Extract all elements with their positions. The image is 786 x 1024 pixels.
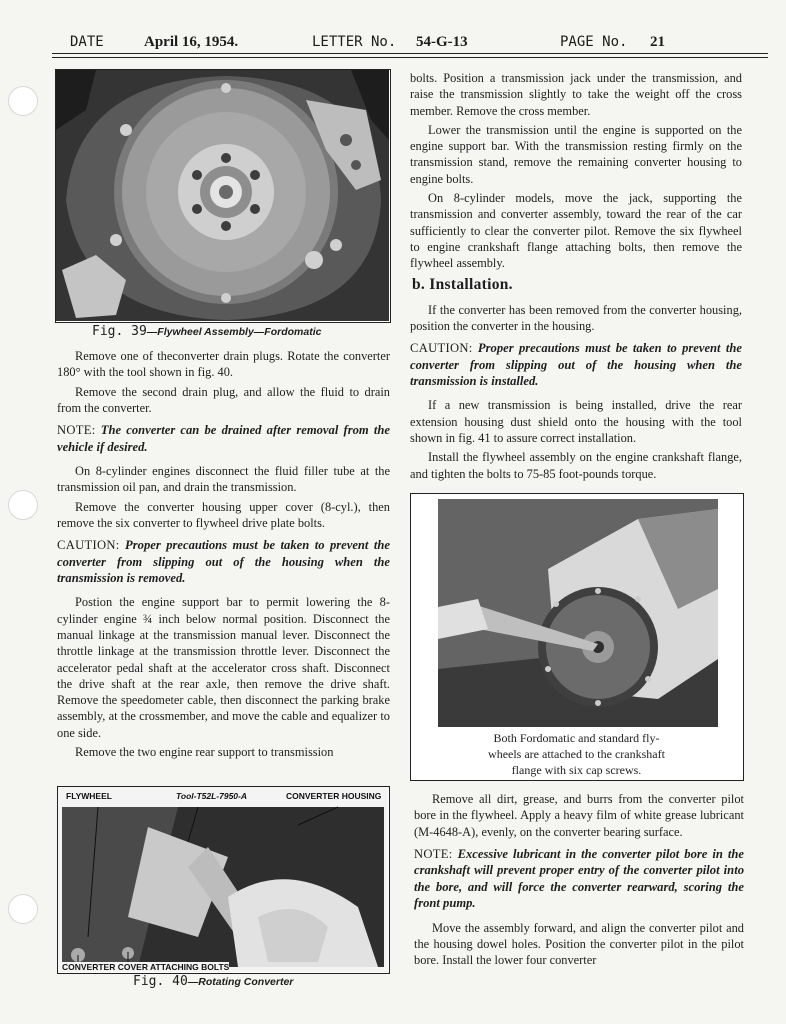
paragraph: Install the flywheel assembly on the engine crankshaft flange, and tighten the bolts to 75-85 foot-pounds torque. [410,450,742,481]
binder-hole [8,490,38,520]
paragraph: On 8-cylinder models, move the jack, supporting the transmission and converter assembly, toward the rear of the car sufficiently to clear the converter pilot. Remove the six flywheel to engine crankshaft flange attaching bolts, then remove the flywheel assembly. [410,191,742,271]
letter-label: LETTER No. [312,34,397,50]
right-column-top [410,70,742,485]
date-label: DATE [70,34,104,50]
caution-callout [410,340,742,389]
cover-bolts-label: CONVERTER COVER ATTACHING BOLTS [62,962,230,972]
paragraph: Remove the converter housing upper cover (8-cyl.), then remove the six converter to flywheel drive plate bolts. [57,499,390,530]
paragraph: Move the assembly forward, and align the converter pilot and the housing dowel holes. Position the converter pilot in the pilot bore. Install the lower four converter [414,920,744,968]
figure-40-number: Fig. 40 [133,974,188,989]
figure-39-photo [55,69,391,323]
section-heading-installation: b. Installation. [412,275,513,293]
figure-39-title: —Flywheel Assembly—Fordomatic [146,326,322,338]
left-column [57,348,390,763]
rotating-converter-image [58,787,388,972]
paragraph: Remove all dirt, grease, and burrs from the converter pilot bore in the flywheel. Apply a heavy film of white grease lubricant (M-4648-A), evenly, on the converter bearing surface. [414,792,744,839]
caution-text: Proper precautions must be taken to prevent the converter from slipping out of the housing when the transmission is installed. [410,341,742,388]
page-label: PAGE No. [560,34,628,50]
note-text: The converter can be drained after removal from the vehicle if desired. [57,423,390,454]
figure-41-box [410,493,744,781]
paragraph: Remove the two engine rear support to transmission [75,745,334,760]
paragraph: Remove one of theconverter drain plugs. Rotate the converter 180° with the tool shown in fig. 40. [57,349,390,380]
binder-hole [8,86,38,116]
letter-value: 54-G-13 [416,34,468,50]
flywheel-label: FLYWHEEL [66,791,112,801]
figure-39-caption [92,323,321,339]
paragraph: Postion the engine support bar to permit lowering the 8-cylinder engine ¾ inch below normal position. Disconnect the manual linkage at the transmission manual lever. Disconnect the throttle linkage at the transmission throttle lever. Disconnect the accelerator pedal shaft at the accelerator cross shaft. Disconnect the drive shaft at the rear axle, then remove the drive shaft. Remove the speedometer cable, then disconnect the parking brake assembly, at the crossmember, and move the cable and equalizer to one side. [57,595,390,740]
caption-line: flange with six cap screws. [511,763,642,777]
converter-housing-label: CONVERTER HOUSING [286,791,382,801]
header-rule [52,53,768,54]
caution-callout [57,537,390,586]
page-header [52,30,768,54]
paragraph: Lower the transmission until the engine is supported on the engine support bar. With the transmission resting firmly on the transmission stand, remove the remaining converter housing to engine bolts. [410,122,742,186]
binder-hole [8,894,38,924]
paragraph: Remove the second drain plug, and allow the fluid to drain from the converter. [57,384,390,415]
paragraph: On 8-cylinder engines disconnect the fluid filler tube at the transmission oil pan, and drain the transmission. [57,464,390,495]
tool-label: Tool-T52L-7950-A [176,791,248,801]
flywheel-assembly-image [56,70,389,321]
paragraph: If a new transmission is being installed, drive the rear extension housing dust shield onto the housing with the tool shown in fig. 41 to assure correct installation. [410,398,742,445]
note-lead: NOTE: [57,423,96,438]
right-column-bottom [414,791,744,971]
figure-40-caption [133,973,293,989]
caution-text: Proper precautions must be taken to prevent the converter from slipping out of the housing when the transmission is removed. [57,538,390,585]
flywheel-installation-image [438,499,718,727]
figure-41-caption [411,730,742,778]
note-callout [57,422,390,455]
note-lead: NOTE: [414,846,453,861]
header-rule [52,57,768,58]
paragraph: If the converter has been removed from the converter housing, position the converter in the housing. [410,302,742,333]
figure-40-title: —Rotating Converter [187,976,294,988]
note-text: Excessive lubricant in the converter pilot bore in the crankshaft will prevent proper entry of the converter pilot into the bore, and will force the converter rearward, scoring the front pump. [414,846,744,911]
caution-lead: CAUTION: [57,538,120,553]
figure-39-number: Fig. 39 [92,324,147,339]
caption-line: wheels are attached to the crankshaft [488,747,665,761]
paragraph: bolts. Position a transmission jack under the transmission, and raise the transmission slightly to take the weight off the cross member. Remove the cross member. [410,71,742,118]
note-callout [414,846,744,912]
caption-line: Both Fordomatic and standard fly- [493,731,660,745]
figure-40-photo [57,786,390,974]
caution-lead: CAUTION: [410,341,473,356]
date-value: April 16, 1954. [144,34,239,50]
page-value: 21 [650,34,665,50]
